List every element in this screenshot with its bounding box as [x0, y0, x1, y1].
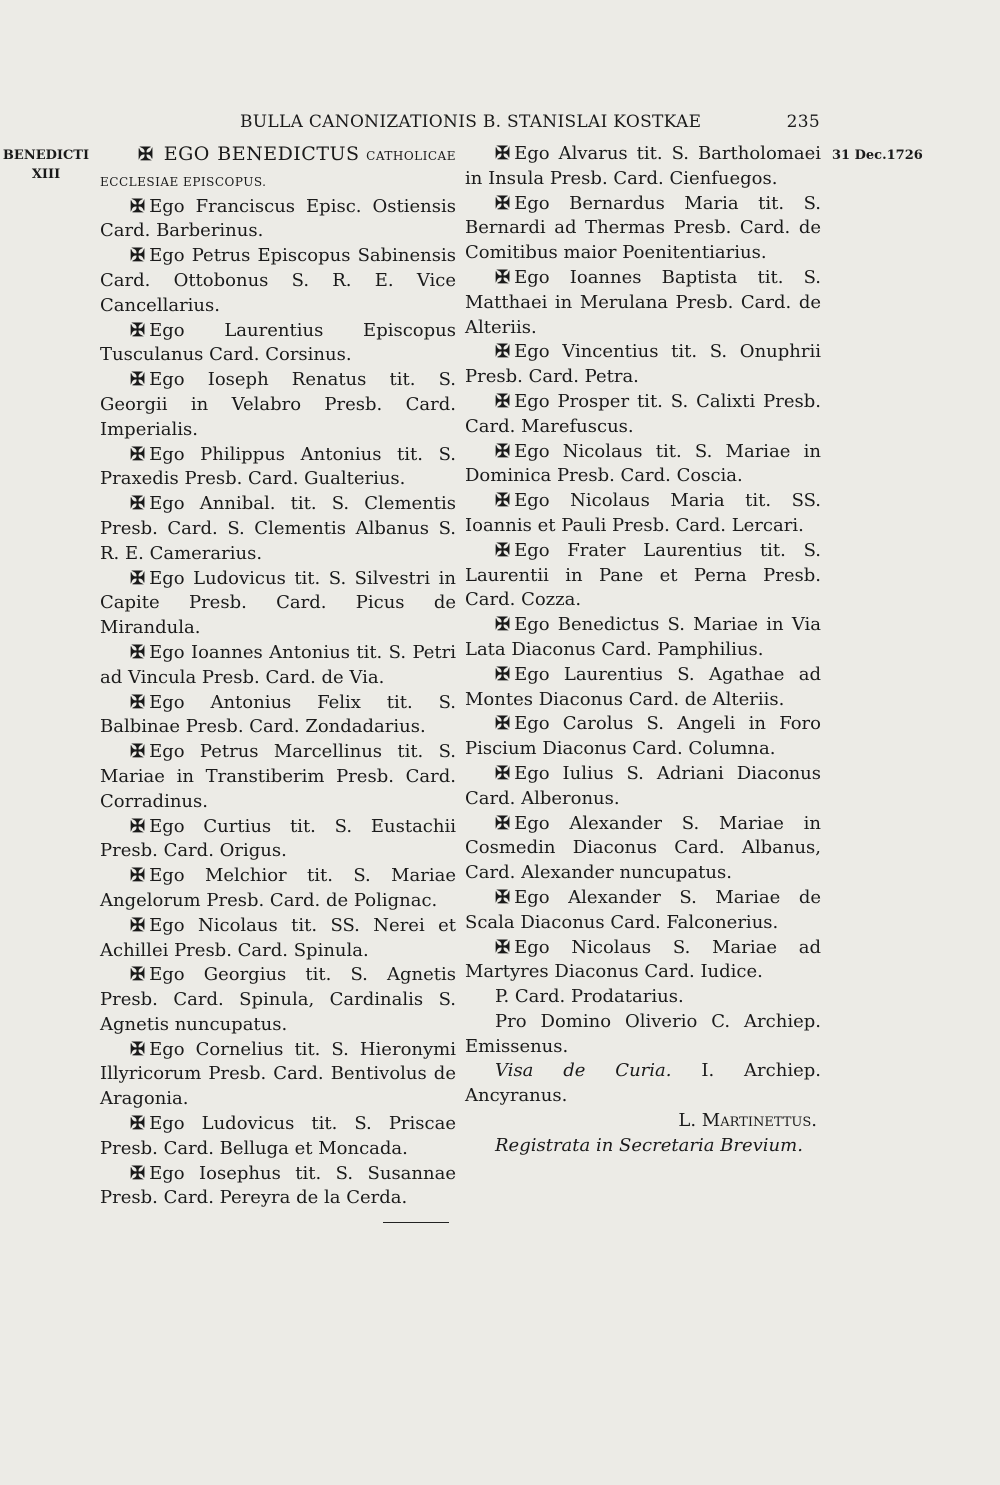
cross-icon: ✠	[495, 713, 511, 735]
intro-signature	[100, 142, 456, 195]
signature-entry	[100, 1038, 456, 1112]
signature-entry	[465, 613, 821, 663]
entry-text: Ego Ioannes Antonius tit. S. Petri ad Vincula Presb. Card. de Via.	[100, 641, 456, 688]
cross-icon: ✠	[130, 815, 146, 837]
signature-name: L. Martinettus.	[678, 1110, 817, 1132]
signature-entry	[100, 815, 456, 865]
left-entries-list	[100, 195, 456, 1212]
page-number: 235	[786, 112, 820, 132]
cross-icon: ✠	[130, 1113, 146, 1135]
entry-text: Ego Prosper tit. S. Calixti Presb. Card. Marefuscus.	[465, 390, 821, 437]
signature-entry	[465, 142, 821, 192]
cross-icon: ✠	[495, 812, 511, 834]
signature-entry	[100, 443, 456, 493]
cross-icon: ✠	[138, 144, 154, 165]
cross-icon: ✠	[130, 493, 146, 515]
entry-text: Ego Iosephus tit. S. Susannae Presb. Card. Pereyra de la Cerda.	[100, 1162, 456, 1209]
signature-entry	[100, 195, 456, 245]
cross-icon: ✠	[130, 369, 146, 391]
entry-text: Ego Petrus Episcopus Sabinensis Card. Ottobonus S. R. E. Vice Cancellarius.	[100, 245, 456, 316]
cross-icon: ✠	[495, 440, 511, 462]
left-column	[100, 142, 456, 1211]
signature-entry	[465, 663, 821, 713]
signature-entry	[465, 192, 821, 266]
cross-icon: ✠	[495, 539, 511, 561]
entry-text: Ego Alexander S. Mariae de Scala Diaconus Card. Falconerius.	[465, 886, 821, 933]
signature-entry	[100, 914, 456, 964]
signature-entry	[465, 340, 821, 390]
entry-text: Ego Philippus Antonius tit. S. Praxedis Presb. Card. Gualterius.	[100, 443, 456, 490]
entry-text: Ego Bernardus Maria tit. S. Bernardi ad Thermas Presb. Card. de Comitibus maior Poenitentiarius.	[465, 192, 821, 264]
cross-icon: ✠	[130, 245, 146, 267]
cross-icon: ✠	[130, 865, 146, 887]
cross-icon: ✠	[495, 266, 511, 288]
cross-icon: ✠	[495, 143, 511, 164]
divider-rule	[383, 1222, 449, 1223]
entry-text: Ego Ludovicus tit. S. Silvestri in Capite Presb. Card. Picus de Mirandula.	[100, 567, 456, 639]
signature-entry	[100, 691, 456, 741]
entry-text: Ego Ioseph Renatus tit. S. Georgii in Velabro Presb. Card. Imperialis.	[100, 369, 456, 440]
signature-entry	[100, 567, 456, 641]
signature-entry	[100, 1112, 456, 1162]
signature-entry	[465, 440, 821, 490]
signature-entry	[465, 936, 821, 986]
signature-entry	[465, 266, 821, 340]
entry-text: Ego Frater Laurentius tit. S. Laurentii in Pane et Perna Presb. Card. Cozza.	[465, 539, 821, 611]
intro-name: EGO BENEDICTUS	[163, 143, 360, 165]
entry-text: Ego Nicolaus Maria tit. SS. Ioannis et Pauli Presb. Card. Lercari.	[465, 490, 821, 536]
signature-entry	[100, 1162, 456, 1212]
cross-icon: ✠	[495, 663, 511, 685]
signature-line	[465, 1109, 821, 1134]
cross-icon: ✠	[130, 1162, 146, 1184]
entry-text: Ego Antonius Felix tit. S. Balbinae Presb. Card. Zondadarius.	[100, 691, 456, 738]
entry-text: Ego Laurentius S. Agathae ad Montes Diaconus Card. de Alteriis.	[465, 663, 821, 710]
signature-entry	[100, 368, 456, 442]
cross-icon: ✠	[130, 195, 146, 217]
cross-icon: ✠	[130, 567, 146, 589]
signature-entry	[100, 641, 456, 691]
registrata-line: Registrata in Secretaria Brevium.	[495, 1134, 803, 1156]
intro-smallcaps-2: ECCLESIAE EPISCOPUS.	[100, 174, 267, 189]
entry-text: Ego Georgius tit. S. Agnetis Presb. Card. Spinula, Cardinalis S. Agnetis nuncupatus.	[100, 964, 456, 1035]
running-header	[240, 112, 820, 132]
margin-pope-name: BENEDICTI	[2, 148, 90, 163]
signature-entry	[465, 539, 821, 613]
right-column	[465, 142, 821, 1159]
cross-icon: ✠	[495, 192, 511, 214]
entry-text: Ego Ioannes Baptista tit. S. Matthaei in Merulana Presb. Card. de Alteriis.	[465, 266, 821, 338]
signature-entry	[100, 740, 456, 814]
signature-entry	[100, 492, 456, 566]
entry-text: Ego Curtius tit. S. Eustachii Presb. Card. Origus.	[100, 815, 456, 862]
margin-date: 31 Dec.1726	[832, 148, 923, 163]
cross-icon: ✠	[130, 641, 146, 663]
cross-icon: ✠	[130, 1038, 146, 1060]
entry-text: Ego Nicolaus tit. S. Mariae in Dominica Presb. Card. Coscia.	[465, 440, 821, 487]
cross-icon: ✠	[130, 741, 146, 763]
cross-icon: ✠	[495, 614, 511, 636]
entry-text: Ego Franciscus Episc. Ostiensis Card. Barberinus.	[100, 195, 456, 242]
cross-icon: ✠	[130, 691, 146, 713]
cross-icon: ✠	[130, 319, 146, 341]
signature-entry	[100, 963, 456, 1037]
entry-text: Ego Laurentius Episcopus Tusculanus Card. Corsinus.	[100, 319, 456, 366]
signature-entry	[100, 864, 456, 914]
cross-icon: ✠	[130, 443, 146, 465]
cross-icon: ✠	[130, 914, 146, 936]
entry-text: Ego Ludovicus tit. S. Priscae Presb. Card. Belluga et Moncada.	[100, 1113, 456, 1159]
entry-text: Ego Iulius S. Adriani Diaconus Card. Alberonus.	[465, 762, 821, 809]
signature-entry	[465, 812, 821, 886]
entry-text: Ego Benedictus S. Mariae in Via Lata Diaconus Card. Pamphilius.	[465, 614, 821, 660]
intro-smallcaps-1: CATHOLICAE	[366, 149, 456, 163]
entry-text: Ego Melchior tit. S. Mariae Angelorum Presb. Card. de Polignac.	[100, 865, 456, 911]
entry-text: Ego Nicolaus tit. SS. Nerei et Achillei Presb. Card. Spinula.	[100, 914, 456, 961]
signature-entry	[100, 244, 456, 318]
margin-pope-number: XIII	[31, 167, 61, 182]
signature-entry	[465, 489, 821, 539]
signature-entry	[465, 886, 821, 936]
cross-icon: ✠	[495, 936, 511, 958]
entry-text: Ego Petrus Marcellinus tit. S. Mariae in Transtiberim Presb. Card. Corradinus.	[100, 741, 456, 812]
cross-icon: ✠	[495, 341, 511, 363]
cross-icon: ✠	[495, 390, 511, 412]
signature-entry	[465, 762, 821, 812]
cross-icon: ✠	[130, 964, 146, 986]
entry-text: Ego Carolus S. Angeli in Foro Piscium Diaconus Card. Columna.	[465, 713, 821, 760]
signature-entry	[465, 390, 821, 440]
entry-text: Ego Alexander S. Mariae in Cosmedin Diaconus Card. Albanus, Card. Alexander nuncupatus.	[465, 812, 821, 884]
entry-text: Ego Alvarus tit. S. Bartholomaei in Insula Presb. Card. Cienfuegos.	[465, 143, 821, 189]
pro-domino-line: Pro Domino Oliverio C. Archiep. Emissenus.	[465, 1010, 821, 1057]
entry-text: Ego Nicolaus S. Mariae ad Martyres Diaconus Card. Iudice.	[465, 936, 821, 983]
visa-italic: Visa de Curia.	[495, 1060, 672, 1082]
entry-text: Ego Vincentius tit. S. Onuphrii Presb. Card. Petra.	[465, 341, 821, 388]
prodatarius-line: P. Card. Prodatarius.	[495, 986, 684, 1008]
signature-entry	[100, 319, 456, 369]
cross-icon: ✠	[495, 490, 511, 512]
visa-rest: I. Archiep. Ancyranus.	[465, 1060, 821, 1107]
margin-note-left	[0, 146, 92, 184]
right-entries-list	[465, 142, 821, 985]
visa-line	[465, 1059, 821, 1109]
cross-icon: ✠	[495, 886, 511, 908]
signature-entry	[465, 712, 821, 762]
running-title: BULLA CANONIZATIONIS B. STANISLAI KOSTKAE	[240, 112, 702, 132]
cross-icon: ✠	[495, 762, 511, 784]
entry-text: Ego Annibal. tit. S. Clementis Presb. Card. S. Clementis Albanus S. R. E. Camerarius.	[100, 493, 456, 564]
entry-text: Ego Cornelius tit. S. Hieronymi Illyricorum Presb. Card. Bentivolus de Aragonia.	[100, 1038, 456, 1110]
